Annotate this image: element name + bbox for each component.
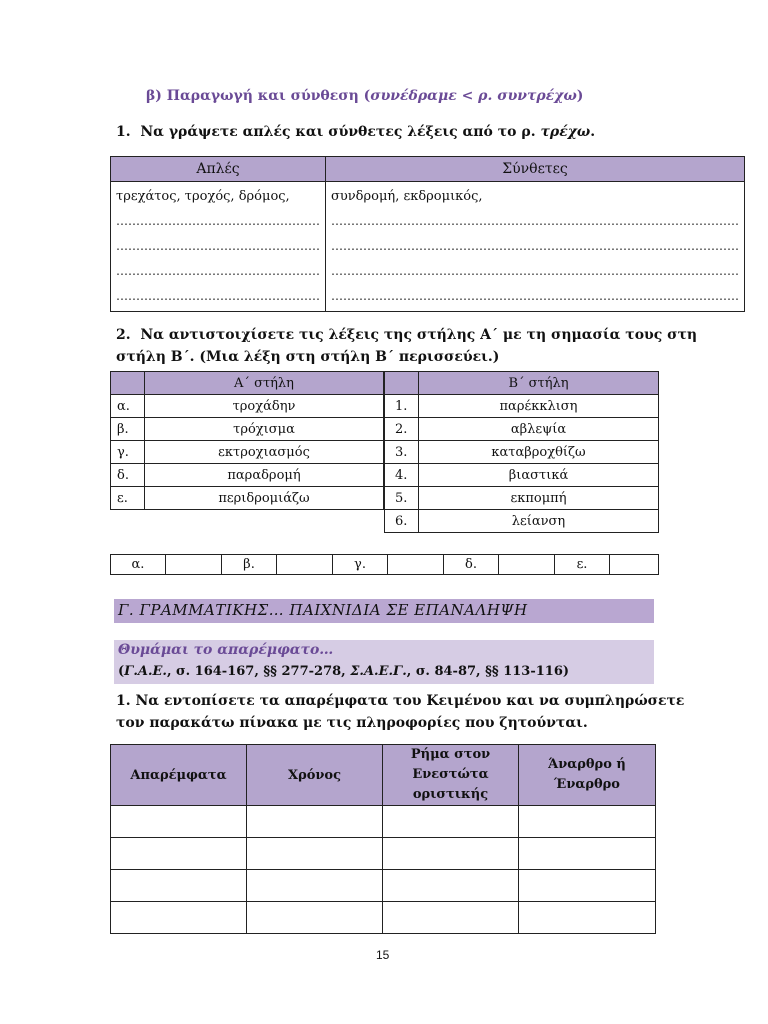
question-1 — [116, 124, 595, 140]
question-1-verb: τρέχω — [540, 124, 591, 140]
answer-input[interactable] — [277, 555, 333, 575]
words-table — [110, 156, 745, 312]
header-simple: Απλές — [111, 157, 326, 182]
table-cell[interactable] — [111, 838, 247, 870]
reference-end: , σ. 84-87, §§ 113-116) — [406, 664, 570, 679]
answer-letter: ε. — [555, 555, 610, 575]
column-b-table — [384, 371, 659, 533]
column-a-letter: β. — [111, 418, 145, 441]
column-a-word: τροχάδην — [145, 395, 384, 418]
column-a-word: παραδρομή — [145, 464, 384, 487]
table-cell[interactable] — [519, 806, 656, 838]
column-b-number: 5. — [385, 487, 419, 510]
dotted-line: …………………………………………… — [116, 239, 320, 253]
dotted-line: …………………………………………… — [116, 214, 320, 228]
column-b-number: 1. — [385, 395, 419, 418]
section-b-title-close: ) — [576, 88, 584, 104]
answer-letter: γ. — [333, 555, 388, 575]
column-b-number: 6. — [385, 510, 419, 533]
answer-input[interactable] — [166, 555, 222, 575]
compound-words-first: συνδρομή, εκδρομικός, — [331, 189, 483, 204]
question-1-number: 1. — [116, 124, 131, 140]
header-article: Άναρθρο ή Έναρθρο — [519, 745, 656, 806]
dotted-line: …………………………………………… — [116, 289, 320, 303]
answer-letter: β. — [222, 555, 277, 575]
table-cell[interactable] — [111, 870, 247, 902]
simple-words-first: τρεχάτος, τροχός, δρόμος, — [116, 189, 290, 204]
dotted-line: …………………………………………… — [116, 264, 320, 278]
compound-words-cell[interactable] — [326, 182, 745, 312]
simple-words-cell[interactable] — [111, 182, 326, 312]
answer-letter: α. — [111, 555, 166, 575]
question-3 — [116, 690, 684, 734]
answer-letter: δ. — [444, 555, 499, 575]
table-cell[interactable] — [519, 902, 656, 934]
question-3-line1 — [116, 690, 684, 712]
column-b-number: 4. — [385, 464, 419, 487]
column-b-word: βιαστικά — [419, 464, 659, 487]
reference-mid: , σ. 164-167, §§ 277-278, — [166, 664, 351, 679]
table-cell[interactable] — [519, 870, 656, 902]
dotted-line: ………………………………………………………………………………………… — [331, 289, 739, 303]
table-cell[interactable] — [111, 902, 247, 934]
column-a-letter: δ. — [111, 464, 145, 487]
question-2-text1: Να αντιστοιχίσετε τις λέξεις της στήλης Α΄ με τη σημασία τους στη — [140, 327, 698, 343]
column-a-word: εκτροχιασμός — [145, 441, 384, 464]
table-cell[interactable] — [383, 838, 519, 870]
reference-open: ( — [118, 664, 125, 679]
column-a-word: τρόχισμα — [145, 418, 384, 441]
section-b-title-main: β) Παραγωγή και σύνθεση ( — [146, 88, 371, 104]
column-b-header-blank — [385, 372, 419, 395]
table-cell[interactable] — [383, 806, 519, 838]
question-1-end: . — [590, 124, 596, 140]
table-cell[interactable] — [247, 838, 383, 870]
column-a-letter: ε. — [111, 487, 145, 510]
dotted-line: ………………………………………………………………………………………… — [331, 214, 739, 228]
table-cell[interactable] — [247, 806, 383, 838]
table-cell[interactable] — [247, 870, 383, 902]
column-b-header: Β΄ στήλη — [419, 372, 659, 395]
table-cell[interactable] — [383, 870, 519, 902]
infinitives-table — [110, 744, 656, 934]
question-2 — [116, 324, 697, 368]
page-number: 15 — [376, 948, 390, 962]
question-1-text: Να γράψετε απλές και σύνθετες λέξεις από το ρ. — [140, 124, 541, 140]
column-a-header: Α΄ στήλη — [145, 372, 384, 395]
question-3-line2: τον παρακάτω πίνακα με τις πληροφορίες που ζητούνται. — [116, 715, 588, 731]
table-cell[interactable] — [383, 902, 519, 934]
column-b-word: παρέκκλιση — [419, 395, 659, 418]
column-a-letter: γ. — [111, 441, 145, 464]
column-b-number: 2. — [385, 418, 419, 441]
dotted-line: ………………………………………………………………………………………… — [331, 264, 739, 278]
header-verb-present: Ρήμα στον Ενεστώτα οριστικής — [383, 745, 519, 806]
reference-saeg: Σ.Α.Ε.Γ. — [350, 664, 407, 679]
dotted-line: ………………………………………………………………………………………… — [331, 239, 739, 253]
column-b-number: 3. — [385, 441, 419, 464]
subsection-reference — [118, 664, 569, 679]
table-cell[interactable] — [519, 838, 656, 870]
question-2-line1 — [116, 324, 697, 346]
answer-input[interactable] — [610, 555, 659, 575]
column-a-table — [110, 371, 384, 510]
column-b-word: λείανση — [419, 510, 659, 533]
section-b-title — [146, 88, 583, 104]
reference-gae: Γ.Α.Ε. — [124, 664, 167, 679]
section-g-title: Γ. ΓΡΑΜΜΑΤΙΚΗΣ… ΠΑΙΧΝΙΔΙΑ ΣΕ ΕΠΑΝΑΛΗΨΗ — [118, 601, 528, 619]
column-b-word: αβλεψία — [419, 418, 659, 441]
question-3-text1: Να εντοπίσετε τα απαρέμφατα του Κειμένου και να συμπληρώσετε — [135, 693, 685, 709]
column-b-word: καταβροχθίζω — [419, 441, 659, 464]
table-cell[interactable] — [247, 902, 383, 934]
header-tense: Χρόνος — [247, 745, 383, 806]
answer-input[interactable] — [388, 555, 444, 575]
section-b-title-italic: συνέδραμε < ρ. συντρέχω — [370, 88, 577, 104]
answer-table — [110, 554, 659, 575]
subsection-title: Θυμάμαι το απαρέμφατο… — [118, 642, 334, 658]
answer-input[interactable] — [499, 555, 555, 575]
question-2-number: 2. — [116, 327, 131, 343]
question-3-number: 1. — [116, 693, 131, 709]
table-cell[interactable] — [111, 806, 247, 838]
question-2-line2: στήλη Β΄. (Μια λέξη στη στήλη Β΄ περισσεύει.) — [116, 349, 500, 365]
header-infinitives: Απαρέμφατα — [111, 745, 247, 806]
column-a-letter: α. — [111, 395, 145, 418]
header-compound: Σύνθετες — [326, 157, 745, 182]
column-b-word: εκπομπή — [419, 487, 659, 510]
column-a-word: περιδρομιάζω — [145, 487, 384, 510]
column-a-header-blank — [111, 372, 145, 395]
